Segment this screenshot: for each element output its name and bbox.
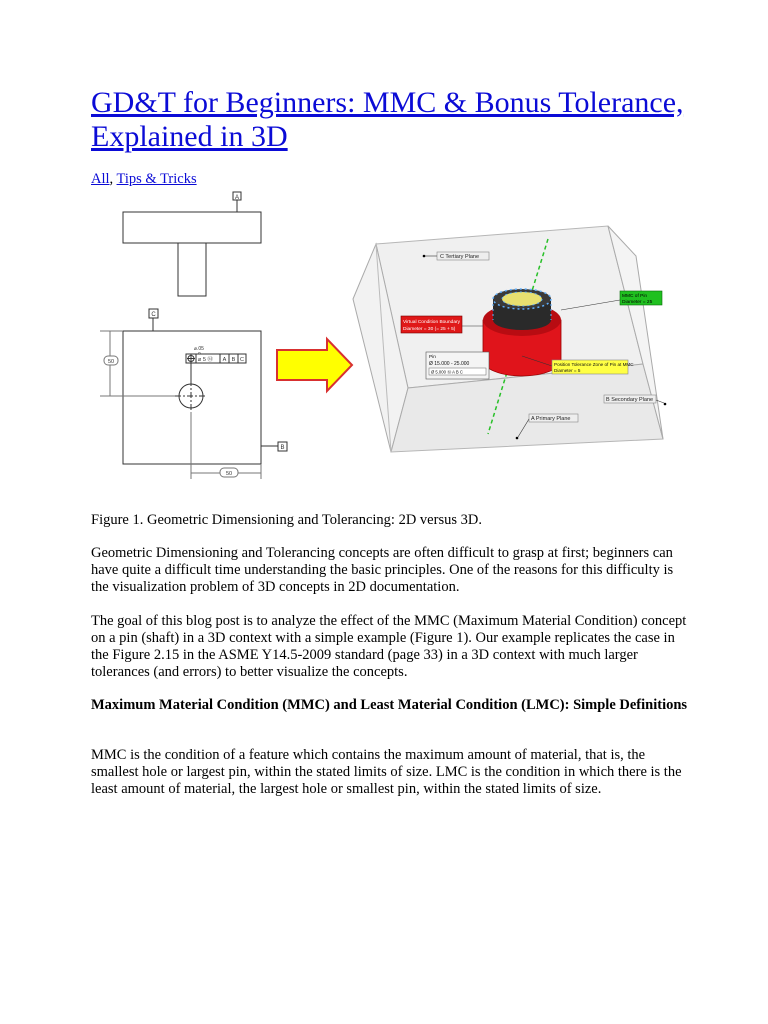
- secondary-plane-label: B Secondary Plane: [606, 397, 654, 403]
- mmc-pin-label-line1: MMC of Pin: [622, 294, 648, 299]
- figure-svg: [90, 184, 680, 484]
- goal-paragraph: The goal of this blog post is to analyze the effect of the MMC (Maximum Material Condition) concept on a pin (shaft) in a 3D context with a simple example (Figure 1). Our example replicates the case in the Figure 2.15 in the ASME Y14.5-2009 standard (page 33) in a 3D context with much larger tolerances (and errors) to better visualize the concepts.: [91, 613, 687, 680]
- frame-cell-tolerance: ⌀ 5 Ⓜ: [198, 357, 213, 363]
- position-zone-label-line2: Diameter = 5: [554, 368, 581, 373]
- frame-cell-b: B: [231, 357, 236, 363]
- section-heading: Maximum Material Condition (MMC) and Least Material Condition (LMC): Simple Definitions: [91, 697, 688, 713]
- pin-frame-label: Ø 5.000 Ⓜ A B C: [431, 369, 463, 375]
- tolerance-value-1: ⌀.05: [194, 346, 204, 352]
- dimension-horizontal: 50: [225, 471, 233, 477]
- intro-paragraph: Geometric Dimensioning and Tolerancing concepts are often difficult to grasp at first; beginners can have quite a difficult time understanding the basic principles. One of the reasons for this difficulty is the visualization problem of 3D concepts in 2D documentation.: [91, 545, 674, 595]
- figure-caption: Figure 1. Geometric Dimensioning and Tolerancing: 2D versus 3D.: [91, 512, 482, 528]
- virtual-condition-label-line2: Diameter = 30 (= 25 + 5): [403, 327, 456, 332]
- frame-cell-a: A: [222, 357, 227, 363]
- tertiary-plane-label: C Tertiary Plane: [440, 254, 480, 260]
- category-link-all[interactable]: All: [91, 171, 110, 187]
- right-arrow-icon: [277, 339, 352, 391]
- front-view-plate: [123, 331, 261, 464]
- frame-cell-c: C: [240, 357, 244, 363]
- definitions-paragraph: MMC is the condition of a feature which contains the maximum amount of material, that is, the smallest hole or largest pin, within the stated limits of size. LMC is the condition in which there is the least amount of material, the largest hole or smallest pin, within the stated limits of size.: [91, 747, 682, 797]
- pin-dimension-label-line2: Ø 15.000 - 25.000: [429, 361, 470, 367]
- dimension-vertical: 50: [107, 359, 115, 365]
- top-view-pin: [178, 243, 206, 296]
- figure-image: [90, 184, 680, 484]
- primary-plane-label: A Primary Plane: [531, 416, 571, 422]
- mmc-pin-label-line2: Diameter = 25: [622, 300, 653, 305]
- position-zone-label-line1: Position Tolerance Zone of Pin at MMC: [554, 362, 634, 367]
- datum-a-label: A: [234, 195, 240, 201]
- datum-c-label: C: [151, 312, 156, 318]
- pin-dimension-label-line1: Pin: [429, 355, 436, 360]
- model-3d: [353, 226, 666, 452]
- category-separator: ,: [109, 171, 117, 187]
- article-title[interactable]: GD&T for Beginners: MMC & Bonus Tolerance, Explained in 3D: [91, 86, 684, 153]
- datum-b-label: B: [280, 445, 285, 451]
- drawing-2d: [100, 192, 287, 479]
- feature-control-frame: [186, 354, 246, 363]
- virtual-condition-label-line1: Virtual Condition Boundary: [403, 320, 460, 325]
- top-view-flange: [123, 212, 261, 243]
- category-link-tips-tricks[interactable]: Tips & Tricks: [116, 171, 197, 187]
